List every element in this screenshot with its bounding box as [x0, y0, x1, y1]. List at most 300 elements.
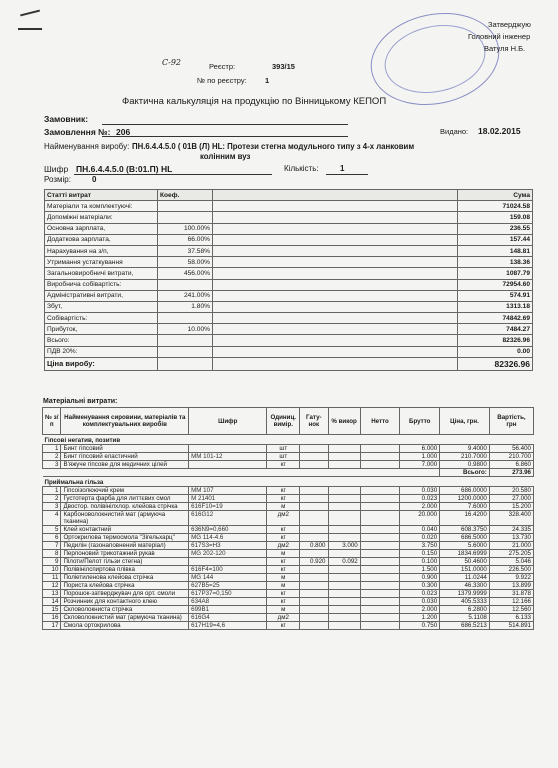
mat-price: 1379.9999 [440, 590, 490, 598]
mat-num: 17 [43, 622, 61, 630]
mat-name: Двостор. полівінілхлор. клейова стрічка [61, 503, 189, 511]
mat-unit: кг [267, 558, 300, 566]
table-row [43, 582, 534, 590]
mat-percent [328, 566, 360, 574]
mat-num: 1 [43, 487, 61, 495]
mat-header-code: Шифр [189, 408, 267, 435]
calc-row-name: Прибуток, [45, 324, 158, 335]
mat-code: ММ 107 [189, 487, 267, 495]
calculation-table [44, 189, 533, 371]
calc-row-coef [158, 279, 213, 290]
mat-percent [328, 534, 360, 542]
mat-price: 210.7000 [440, 453, 490, 461]
mat-cost: 27.000 [489, 495, 533, 503]
handwritten-code: С-92 [162, 58, 182, 67]
mat-unit: кг [267, 598, 300, 606]
order-value: 206 [116, 127, 131, 137]
calc-row-sum: 574.91 [458, 290, 533, 301]
table-row [43, 445, 534, 453]
mat-gross: 0.020 [400, 534, 440, 542]
mat-cost: 226.500 [489, 566, 533, 574]
mat-net [360, 550, 400, 558]
mat-percent [328, 614, 360, 622]
mat-cost: 20.580 [489, 487, 533, 495]
mat-gross: 0.750 [400, 622, 440, 630]
calc-row-sum: 72954.60 [458, 279, 533, 290]
mat-name: В'яжуче гіпсове для медичних цілей [61, 461, 189, 469]
calc-row-name: Матеріали та комплектуючі: [45, 201, 158, 212]
mat-percent [328, 445, 360, 453]
mat-header-gross: Брутто [400, 408, 440, 435]
mat-num: 4 [43, 511, 61, 526]
mat-unit: м [267, 550, 300, 558]
section-total-row [43, 469, 534, 477]
mat-gross: 2.000 [400, 606, 440, 614]
mat-num: 13 [43, 590, 61, 598]
mat-unit: кг [267, 590, 300, 598]
mat-g [300, 614, 328, 622]
mat-cost: 12.560 [489, 606, 533, 614]
mat-code: 699B1 [189, 606, 267, 614]
mat-g [300, 606, 328, 614]
mat-cost: 210.700 [489, 453, 533, 461]
mat-name: Скловолокнистий мат (армуюча тканина) [61, 614, 189, 622]
corner-mark [20, 10, 40, 16]
mat-gross: 7.000 [400, 461, 440, 469]
mat-cost: 6.133 [489, 614, 533, 622]
mat-code: 636N9=0,660 [189, 526, 267, 534]
mat-net [360, 445, 400, 453]
size-label: Розмір: [44, 175, 71, 184]
qty-label: Кількість: [284, 164, 319, 173]
calc-row [45, 301, 533, 312]
calc-row-coef: 37.58% [158, 245, 213, 256]
mat-code: М 21401 [189, 495, 267, 503]
mat-cost: 9.922 [489, 574, 533, 582]
section-row [43, 435, 534, 445]
mat-num: 7 [43, 542, 61, 550]
mat-percent [328, 606, 360, 614]
mat-gross: 0.100 [400, 558, 440, 566]
mat-net [360, 503, 400, 511]
mat-num: 16 [43, 614, 61, 622]
table-row [43, 574, 534, 582]
table-row [43, 526, 534, 534]
calc-row [45, 212, 533, 223]
mat-net [360, 598, 400, 606]
mat-gross: 1.500 [400, 566, 440, 574]
mat-unit: кг [267, 622, 300, 630]
mat-code: 616F10=19 [189, 503, 267, 511]
mat-gross: 0.040 [400, 526, 440, 534]
mat-header-name: Найменування сировини, матеріалів та комплектувальних виробів [61, 408, 189, 435]
mat-header-price: Ціна, грн. [440, 408, 490, 435]
calc-header-coef: Коеф. [158, 190, 213, 201]
cipher-value: ПН.6.4.4.5.0 (В:01.П) HL [76, 164, 173, 174]
mat-net [360, 574, 400, 582]
calc-row-coef: 66.00% [158, 234, 213, 245]
mat-g [300, 590, 328, 598]
section-total-value: 273.96 [489, 469, 533, 477]
calc-row [45, 234, 533, 245]
mat-name: Ортокрилова термосмола "Зігельхарц" [61, 534, 189, 542]
calc-row-coef [158, 335, 213, 346]
mat-net [360, 526, 400, 534]
mat-percent: 0.092 [328, 558, 360, 566]
mat-gross: 2.000 [400, 503, 440, 511]
calc-row-coef: 1.80% [158, 301, 213, 312]
calc-row-sum: 1087.79 [458, 268, 533, 279]
mat-percent [328, 503, 360, 511]
mat-gross: 0.900 [400, 574, 440, 582]
product-code-line2: колінним вуз [200, 152, 251, 161]
calc-row [45, 245, 533, 256]
mat-unit: шт [267, 453, 300, 461]
mat-percent [328, 550, 360, 558]
mat-num: 1 [43, 445, 61, 453]
calc-row [45, 346, 533, 357]
calc-row-name: Утримання устаткування [45, 257, 158, 268]
mat-code [189, 461, 267, 469]
mat-unit: м [267, 582, 300, 590]
calc-row-name: Нарахування на з/п, [45, 245, 158, 256]
mat-code: MG 114-4.6 [189, 534, 267, 542]
mat-net [360, 487, 400, 495]
mat-price: 6.2800 [440, 606, 490, 614]
table-row [43, 598, 534, 606]
mat-price: 7.6000 [440, 503, 490, 511]
section-row [43, 477, 534, 487]
mat-num: 6 [43, 534, 61, 542]
mat-name: Пориста клейова стрічка [61, 582, 189, 590]
table-row [43, 622, 534, 630]
calc-row-sum: 7484.27 [458, 324, 533, 335]
mat-net [360, 542, 400, 550]
mat-percent [328, 598, 360, 606]
mat-name: Густотерта фарба для литтєвих смол [61, 495, 189, 503]
mat-cost: 328.400 [489, 511, 533, 526]
mat-name: Гіпсоізолюючий крем [61, 487, 189, 495]
calc-row-coef: 100.00% [158, 223, 213, 234]
mat-net [360, 614, 400, 622]
mat-gross: 0.023 [400, 495, 440, 503]
price-label: Ціна виробу: [45, 357, 158, 370]
table-row [43, 487, 534, 495]
mat-price: 11.0244 [440, 574, 490, 582]
table-row [43, 534, 534, 542]
mat-name: Карбоноволокнистий мат (армуюча тканина) [61, 511, 189, 526]
mat-g [300, 566, 328, 574]
mat-num: 10 [43, 566, 61, 574]
mat-net [360, 606, 400, 614]
mat-num: 9 [43, 558, 61, 566]
order-label: Замовлення №: [44, 127, 111, 137]
calc-row-sum: 157.44 [458, 234, 533, 245]
mat-price: 0.9800 [440, 461, 490, 469]
mat-net [360, 453, 400, 461]
calc-row-coef: 456.00% [158, 268, 213, 279]
mat-percent [328, 526, 360, 534]
table-row [43, 614, 534, 622]
mat-gross: 3.750 [400, 542, 440, 550]
size-value: 0 [92, 175, 97, 184]
mat-name: Перлоновий трикотажний рукав [61, 550, 189, 558]
corner-mark [18, 28, 42, 30]
mat-num: 2 [43, 453, 61, 461]
mat-header-cost: Вартість, грн [489, 408, 533, 435]
mat-unit: кг [267, 526, 300, 534]
mat-unit: м [267, 503, 300, 511]
section-title: Гіпсові негатив, позитив [43, 435, 534, 445]
product-code: ПН.6.4.4.5.0 ( 01В (Л) HL: Протези стегна модульного типу з 4-х ланковим [132, 142, 415, 151]
mat-code: 617P37=0,150 [189, 590, 267, 598]
price-value: 82326.96 [458, 357, 533, 370]
mat-net [360, 582, 400, 590]
mat-percent [328, 495, 360, 503]
mat-g [300, 487, 328, 495]
mat-cost: 56.400 [489, 445, 533, 453]
mat-header-num: № з/п [43, 408, 61, 435]
table-row [43, 566, 534, 574]
mat-cost: 514.891 [489, 622, 533, 630]
calc-row [45, 335, 533, 346]
mat-code: 617S3=H3 [189, 542, 267, 550]
mat-gross: 0.150 [400, 550, 440, 558]
calc-row-name: Основна зарплата, [45, 223, 158, 234]
calc-row-name: Допоміжні матеріали: [45, 212, 158, 223]
mat-name: Скловолокниста стрічка [61, 606, 189, 614]
calc-row-sum: 138.36 [458, 257, 533, 268]
calc-row-name: Загальновиробничі витрати, [45, 268, 158, 279]
table-row [43, 542, 534, 550]
mat-unit: м [267, 606, 300, 614]
calc-row-coef: 10.00% [158, 324, 213, 335]
calc-row-coef: 58.00% [158, 257, 213, 268]
mat-net [360, 558, 400, 566]
approval-line-1: Затверджую [488, 20, 531, 29]
calc-row-name: Збут, [45, 301, 158, 312]
mat-g [300, 550, 328, 558]
table-row [43, 558, 534, 566]
mat-percent [328, 511, 360, 526]
calc-row-sum: 236.55 [458, 223, 533, 234]
mat-net [360, 495, 400, 503]
calc-header-items: Статті витрат [45, 190, 158, 201]
mat-cost: 275.205 [489, 550, 533, 558]
cipher-label: Шифр [44, 164, 69, 174]
mat-price: 686.5000 [440, 534, 490, 542]
mat-net [360, 590, 400, 598]
register-num-label: № по реєстру: [197, 76, 247, 85]
table-row [43, 461, 534, 469]
table-row [43, 511, 534, 526]
mat-unit: дм2 [267, 614, 300, 622]
mat-name: Порошок-затверджувач для орт. смоли [61, 590, 189, 598]
customer-label: Замовник: [44, 114, 89, 124]
table-row [43, 503, 534, 511]
mat-price: 686.5213 [440, 622, 490, 630]
mat-price: 46.3300 [440, 582, 490, 590]
mat-price: 5.1108 [440, 614, 490, 622]
mat-num: 5 [43, 526, 61, 534]
mat-cost: 5.046 [489, 558, 533, 566]
mat-num: 3 [43, 503, 61, 511]
calc-row-coef: 241.00% [158, 290, 213, 301]
mat-percent [328, 582, 360, 590]
mat-percent [328, 461, 360, 469]
cipher-underline [74, 174, 272, 175]
calc-row [45, 257, 533, 268]
mat-code: 616G12 [189, 511, 267, 526]
section-title: Приймальна гільза [43, 477, 534, 487]
mat-g [300, 574, 328, 582]
mat-cost: 13.730 [489, 534, 533, 542]
mat-percent [328, 453, 360, 461]
mat-name: Полівінілспиртова плівка [61, 566, 189, 574]
mat-unit: кг [267, 566, 300, 574]
mat-price: 9.4000 [440, 445, 490, 453]
mat-g [300, 453, 328, 461]
mat-g [300, 461, 328, 469]
mat-code: 634A8 [189, 598, 267, 606]
mat-g [300, 534, 328, 542]
mat-percent [328, 590, 360, 598]
mat-name: Розчинник для контактного клею [61, 598, 189, 606]
register-num-value: 1 [265, 76, 270, 85]
mat-code: 627B5=25 [189, 582, 267, 590]
mat-cost: 12.166 [489, 598, 533, 606]
calc-row [45, 290, 533, 301]
calc-row-sum: 71024.58 [458, 201, 533, 212]
mat-gross: 0.030 [400, 487, 440, 495]
mat-gross: 1.000 [400, 453, 440, 461]
mat-header-g: Гату-нок [300, 408, 328, 435]
approval-line-3: Ватуля Н.Б. [484, 44, 526, 53]
materials-table [42, 407, 534, 630]
mat-net [360, 534, 400, 542]
mat-cost: 31.878 [489, 590, 533, 598]
mat-code: 616G4 [189, 614, 267, 622]
calc-row [45, 201, 533, 212]
calc-row-name: Собівартість: [45, 313, 158, 324]
mat-price: 405.5333 [440, 598, 490, 606]
mat-net [360, 622, 400, 630]
qty-value: 1 [340, 164, 345, 173]
calc-row [45, 324, 533, 335]
mat-code [189, 445, 267, 453]
issued-label: Видано: [440, 127, 469, 136]
mat-code: MG 144 [189, 574, 267, 582]
calc-row-sum: 0.00 [458, 346, 533, 357]
mat-cost: 21.000 [489, 542, 533, 550]
mat-net [360, 511, 400, 526]
mat-gross: 0.030 [400, 598, 440, 606]
mat-unit: дм2 [267, 511, 300, 526]
mat-num: 12 [43, 582, 61, 590]
mat-percent [328, 574, 360, 582]
mat-g [300, 598, 328, 606]
mat-name: Педилін (газонаповнений матеріал) [61, 542, 189, 550]
calc-row-name: ПДВ 20%: [45, 346, 158, 357]
mat-cost: 15.200 [489, 503, 533, 511]
mat-unit: кг [267, 461, 300, 469]
mat-code [189, 558, 267, 566]
table-row [43, 550, 534, 558]
calc-row [45, 279, 533, 290]
calc-row-coef [158, 313, 213, 324]
mat-num: 15 [43, 606, 61, 614]
product-label: Найменування виробу: [44, 142, 130, 151]
mat-header-percent: % викор [328, 408, 360, 435]
mat-gross: 1.200 [400, 614, 440, 622]
mat-price: 151.0000 [440, 566, 490, 574]
mat-cost: 24.335 [489, 526, 533, 534]
mat-gross: 6.000 [400, 445, 440, 453]
register-value: 393/15 [272, 62, 295, 71]
mat-num: 8 [43, 550, 61, 558]
mat-net [360, 566, 400, 574]
mat-code: 617H19=4,6 [189, 622, 267, 630]
mat-num: 14 [43, 598, 61, 606]
mat-code: MG 202-120 [189, 550, 267, 558]
mat-price: 5.6000 [440, 542, 490, 550]
mat-unit: кг [267, 534, 300, 542]
table-row [43, 495, 534, 503]
calc-row-coef [158, 212, 213, 223]
mat-g [300, 511, 328, 526]
mat-cost: 13.899 [489, 582, 533, 590]
mat-name: Смола ортокрилова [61, 622, 189, 630]
calc-row-sum: 148.81 [458, 245, 533, 256]
table-row [43, 606, 534, 614]
mat-g [300, 526, 328, 534]
calc-row-coef [158, 201, 213, 212]
mat-price: 1200.0000 [440, 495, 490, 503]
mat-price: 608.3750 [440, 526, 490, 534]
calc-row-sum: 159.08 [458, 212, 533, 223]
mat-g [300, 622, 328, 630]
mat-code: 616F4=100 [189, 566, 267, 574]
mat-gross: 20.000 [400, 511, 440, 526]
mat-price: 50.4600 [440, 558, 490, 566]
calc-row-sum: 74842.69 [458, 313, 533, 324]
mat-g [300, 503, 328, 511]
section-total-label: Всього: [440, 469, 490, 477]
mat-code: ММ 101-12 [189, 453, 267, 461]
mat-unit: кг [267, 487, 300, 495]
mat-name: Пілоти/Пелот гільзи стегна) [61, 558, 189, 566]
mat-gross: 0.023 [400, 590, 440, 598]
mat-cost: 6.860 [489, 461, 533, 469]
calc-row [45, 313, 533, 324]
mat-header-net: Нетто [360, 408, 400, 435]
mat-unit: кг [267, 495, 300, 503]
approval-line-2: Головний інженер [468, 32, 531, 41]
calc-header-sum: Сума [458, 190, 533, 201]
calc-row-sum: 82326.96 [458, 335, 533, 346]
table-row [43, 590, 534, 598]
issued-value: 18.02.2015 [478, 126, 521, 136]
mat-name: Клей контактний [61, 526, 189, 534]
mat-g [300, 582, 328, 590]
mat-gross: 0.300 [400, 582, 440, 590]
mat-unit: м [267, 574, 300, 582]
customer-underline [102, 124, 348, 125]
mat-net [360, 461, 400, 469]
materials-title: Матеріальні витрати: [43, 398, 118, 405]
mat-percent [328, 487, 360, 495]
mat-percent: 3.000 [328, 542, 360, 550]
